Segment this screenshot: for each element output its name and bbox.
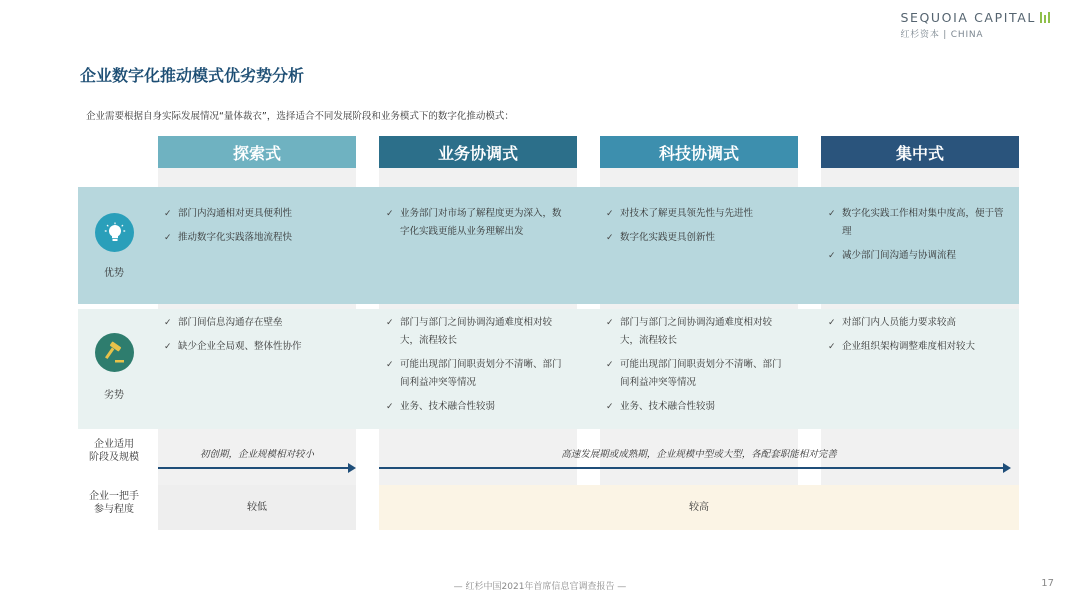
list-item: ✓ 部门与部门之间协调沟通难度相对较大，流程较长	[606, 314, 786, 350]
check-icon: ✓	[606, 233, 614, 243]
check-icon: ✓	[828, 342, 836, 352]
check-icon: ✓	[606, 402, 614, 412]
disadvantages-cell-4	[828, 314, 1008, 362]
check-icon: ✓	[386, 402, 394, 412]
logo-subtext: 红杉资本 | CHINA	[900, 30, 984, 40]
check-icon: ✓	[386, 360, 394, 370]
list-item: ✓ 部门间信息沟通存在壁垒	[164, 314, 352, 332]
involvement-high-text: 较高	[689, 502, 709, 513]
list-item: ✓ 部门与部门之间协调沟通难度相对较大，流程较长	[386, 314, 566, 350]
list-item: ✓ 企业组织架构调整难度相对较大	[828, 338, 1008, 356]
stage-later-arrow	[379, 467, 1005, 469]
row-label-stage: 企业适用 阶段及规模	[89, 439, 139, 463]
check-icon: ✓	[606, 318, 614, 328]
list-item: ✓ 对技术了解更具领先性与先进性	[606, 205, 794, 223]
disadvantages-cell-1	[164, 314, 352, 362]
check-icon: ✓	[828, 251, 836, 261]
list-item: ✓ 推动数字化实践落地流程快	[164, 229, 352, 247]
footer-text: — 红杉中国2021年首席信息官调查报告 —	[453, 582, 627, 592]
sequoia-logo	[900, 10, 1052, 40]
list-item: ✓ 数字化实践更具创新性	[606, 229, 794, 247]
advantages-cell-1	[164, 205, 352, 253]
check-icon: ✓	[828, 209, 836, 219]
row-label-disadvantages: 劣势	[104, 390, 124, 401]
column-header-exploratory: 探索式	[158, 136, 356, 168]
check-icon: ✓	[386, 318, 394, 328]
check-icon: ✓	[386, 209, 394, 219]
stage-later-text: 高速发展期或成熟期，企业规模中型或大型，各配套职能相对完善	[561, 449, 837, 460]
lightbulb-icon	[95, 213, 134, 252]
page-title: 企业数字化推动模式优劣势分析	[80, 66, 305, 85]
check-icon: ✓	[606, 209, 614, 219]
check-icon: ✓	[164, 209, 172, 219]
check-icon: ✓	[164, 342, 172, 352]
logo-text: SEQUOIA CAPITAL	[900, 10, 1036, 25]
column-header-business: 业务协调式	[379, 136, 577, 168]
list-item: ✓ 业务、技术融合性较弱	[606, 398, 786, 416]
disadvantages-cell-3	[606, 314, 786, 422]
list-item: ✓ 缺少企业全局观、整体性协作	[164, 338, 352, 356]
row-label-involvement: 企业一把手 参与程度	[89, 491, 139, 515]
intro-text: 企业需要根据自身实际发展情况“量体裁衣”，选择适合不同发展阶段和业务模式下的数字化推动模式：	[86, 111, 514, 122]
column-header-centralized: 集中式	[821, 136, 1019, 168]
advantages-cell-4	[828, 205, 1008, 271]
list-item: ✓ 可能出现部门间职责划分不清晰、部门间利益冲突等情况	[386, 356, 566, 392]
check-icon: ✓	[164, 318, 172, 328]
advantages-cell-3	[606, 205, 794, 253]
gavel-icon	[95, 333, 134, 372]
list-item: ✓ 对部门内人员能力要求较高	[828, 314, 1008, 332]
row-label-advantages: 优势	[104, 268, 124, 279]
advantages-cell-2	[386, 205, 566, 247]
column-header-technology: 科技协调式	[600, 136, 798, 168]
logo-mark-icon	[1040, 12, 1052, 23]
involvement-low-text: 较低	[247, 502, 267, 513]
check-icon: ✓	[828, 318, 836, 328]
list-item: ✓ 可能出现部门间职责划分不清晰、部门间利益冲突等情况	[606, 356, 786, 392]
list-item: ✓ 业务、技术融合性较弱	[386, 398, 566, 416]
list-item: ✓ 减少部门间沟通与协调流程	[828, 247, 1008, 265]
list-item: ✓ 数字化实践工作相对集中度高，便于管理	[828, 205, 1008, 241]
list-item: ✓ 部门内沟通相对更具便利性	[164, 205, 352, 223]
stage-early-arrow	[158, 467, 350, 469]
list-item: ✓ 业务部门对市场了解程度更为深入，数字化实践更能从业务理解出发	[386, 205, 566, 241]
page-number: 17	[1041, 578, 1054, 589]
check-icon: ✓	[164, 233, 172, 243]
stage-early-text: 初创期，企业规模相对较小	[199, 449, 314, 460]
disadvantages-cell-2	[386, 314, 566, 422]
check-icon: ✓	[606, 360, 614, 370]
